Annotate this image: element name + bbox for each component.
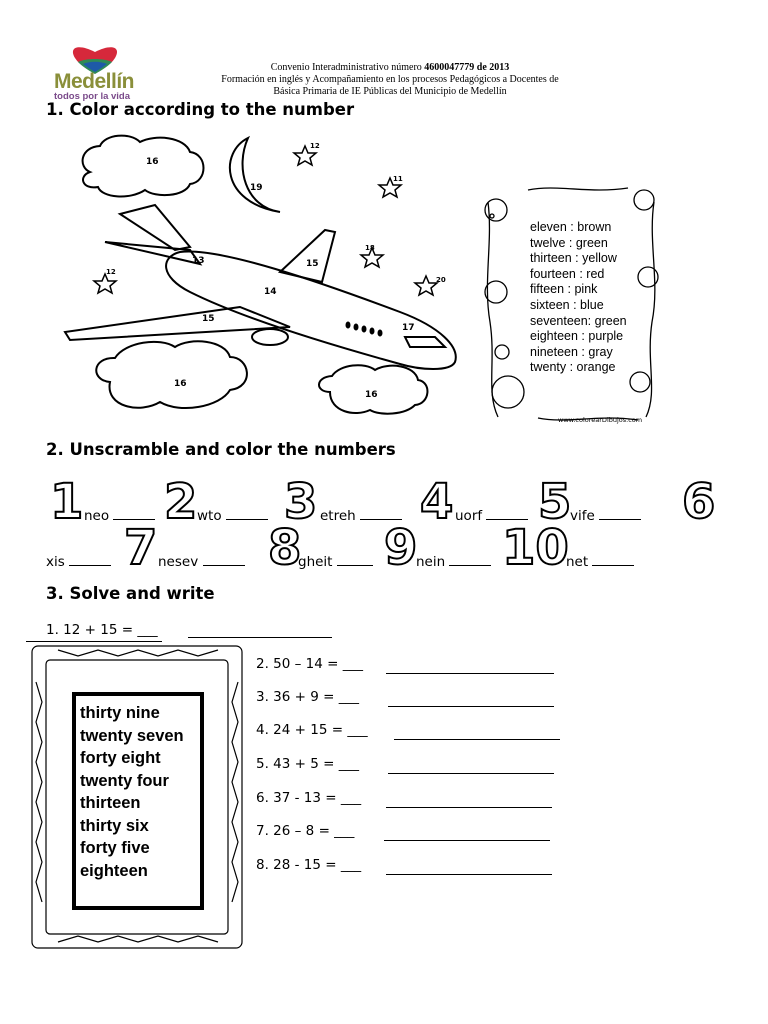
exercise-1: 1. 12 + 15 = ___ (46, 622, 158, 638)
credit-text: www.colorearDibujos.com (558, 416, 643, 424)
answer-blank[interactable] (592, 551, 634, 566)
scramble-item: vife (570, 505, 641, 524)
scramble-item: nein (416, 551, 491, 570)
pic-num: 16 (146, 157, 159, 167)
word-bank-item: thirty nine (80, 704, 160, 722)
word-bank-frame (28, 642, 246, 952)
answer-line[interactable] (188, 637, 332, 638)
pic-num: 12 (310, 142, 320, 150)
moon (230, 138, 280, 212)
exercise-7: 7. 26 – 8 = ___ (256, 823, 355, 839)
legend-item: thirteen : yellow (530, 251, 617, 266)
legend-item: eighteen : purple (530, 329, 624, 344)
legend-item: sixteen : blue (530, 297, 604, 312)
answer-blank[interactable] (69, 551, 111, 566)
medellin-logo (50, 44, 140, 100)
word-bank-item: thirteen (80, 794, 141, 812)
word-bank-box (72, 692, 204, 910)
outline-number: 7 (124, 520, 158, 576)
outline-number: 3 (284, 474, 318, 530)
scramble-item: net (566, 551, 634, 570)
answer-blank[interactable] (226, 505, 268, 520)
section2-title: 2. Unscramble and color the numbers (46, 440, 396, 459)
answer-blank[interactable] (203, 551, 245, 566)
outline-number: 6 (682, 474, 716, 530)
answer-line[interactable] (384, 840, 550, 841)
cloud-bottom-left (96, 341, 247, 408)
answer-line[interactable] (394, 739, 560, 740)
answer-line[interactable] (386, 807, 552, 808)
answer-blank[interactable] (360, 505, 402, 520)
word-bank-item: forty eight (80, 749, 161, 767)
outline-number: 10 (502, 520, 569, 576)
exercise-4: 4. 24 + 15 = ___ (256, 722, 368, 738)
logo-tagline: todos por la vida (54, 91, 131, 102)
header-line-1: Convenio Interadministrativo número 4600047779 de 2013 (270, 62, 510, 73)
legend-item: eleven : brown (530, 220, 612, 234)
word-bank-list (76, 696, 200, 882)
legend-item: twenty : orange (530, 360, 616, 375)
pic-num: 15 (202, 314, 215, 324)
pic-num: 13 (192, 256, 205, 266)
answer-blank[interactable] (113, 505, 155, 520)
exercise-6: 6. 37 - 13 = ___ (256, 790, 362, 806)
scramble-item: uorf (455, 505, 528, 524)
outline-number: 1 (50, 474, 84, 530)
cloud-top-left (83, 136, 204, 197)
pic-num: 16 (365, 390, 378, 400)
legend-item: nineteen : gray (530, 344, 613, 359)
answer-blank[interactable] (599, 505, 641, 520)
stars (94, 146, 437, 295)
word-bank-item: twenty seven (80, 726, 184, 745)
color-legend-frame (478, 182, 664, 426)
outline-number: 9 (384, 520, 418, 576)
legend-item: twelve : green (530, 235, 608, 250)
word-bank-item: thirty six (80, 816, 149, 835)
pic-num: 14 (264, 287, 277, 297)
section1-title: 1. Color according to the number (46, 100, 355, 119)
answer-line[interactable] (388, 706, 554, 707)
header-line-3: Básica Primaria de IE Públicas del Municipio de Medellín (273, 86, 507, 97)
outline-number: 8 (268, 520, 302, 576)
answer-blank[interactable] (486, 505, 528, 520)
agreement-number: 4600047779 de 2013 (424, 62, 510, 73)
word-bank-item: eighteen (80, 861, 148, 880)
scramble-item: xis (46, 551, 111, 570)
header-line-2: Formación en inglés y Acompañamiento en los procesos Pedagógicos a Docentes de (221, 74, 559, 85)
scramble-item: neo (84, 505, 155, 524)
scramble-item: nesev (158, 551, 245, 570)
pic-num: 12 (106, 268, 116, 276)
airplane (65, 205, 456, 369)
pic-num: 11 (393, 175, 403, 183)
pic-num: 18 (365, 244, 375, 252)
exercise-2: 2. 50 – 14 = ___ (256, 656, 364, 672)
answer-blank[interactable] (337, 551, 373, 566)
scramble-item: gheit (298, 551, 373, 570)
exercise-3: 3. 36 + 9 = ___ (256, 689, 359, 705)
word-bank-item: twenty four (80, 771, 169, 790)
logo-wordmark: Medellín (54, 70, 135, 93)
header-text (170, 62, 610, 98)
exercise-5: 5. 43 + 5 = ___ (256, 756, 359, 772)
exercise-8: 8. 28 - 15 = ___ (256, 857, 362, 873)
legend-item: fifteen : pink (530, 282, 598, 297)
outline-number: 2 (164, 474, 198, 530)
answer-blank[interactable] (449, 551, 491, 566)
airplane-picture (60, 132, 470, 422)
pic-num: 20 (436, 276, 446, 284)
scramble-item: etreh (320, 505, 402, 524)
word-bank-item: forty five (80, 839, 150, 857)
legend-list (530, 220, 627, 376)
pic-num: 15 (306, 259, 319, 269)
pic-num: 16 (174, 379, 187, 389)
pic-num: 17 (402, 323, 415, 333)
legend-item: seventeen: green (530, 313, 627, 328)
pic-num: 19 (250, 183, 263, 193)
answer-line[interactable] (386, 874, 552, 875)
section3-title: 3. Solve and write (46, 584, 215, 603)
legend-item: fourteen : red (530, 266, 605, 281)
scramble-item: wto (197, 505, 268, 524)
answer-line[interactable] (386, 673, 554, 674)
outline-number: 5 (538, 474, 572, 530)
answer-line[interactable] (388, 773, 554, 774)
outline-number: 4 (420, 474, 454, 530)
